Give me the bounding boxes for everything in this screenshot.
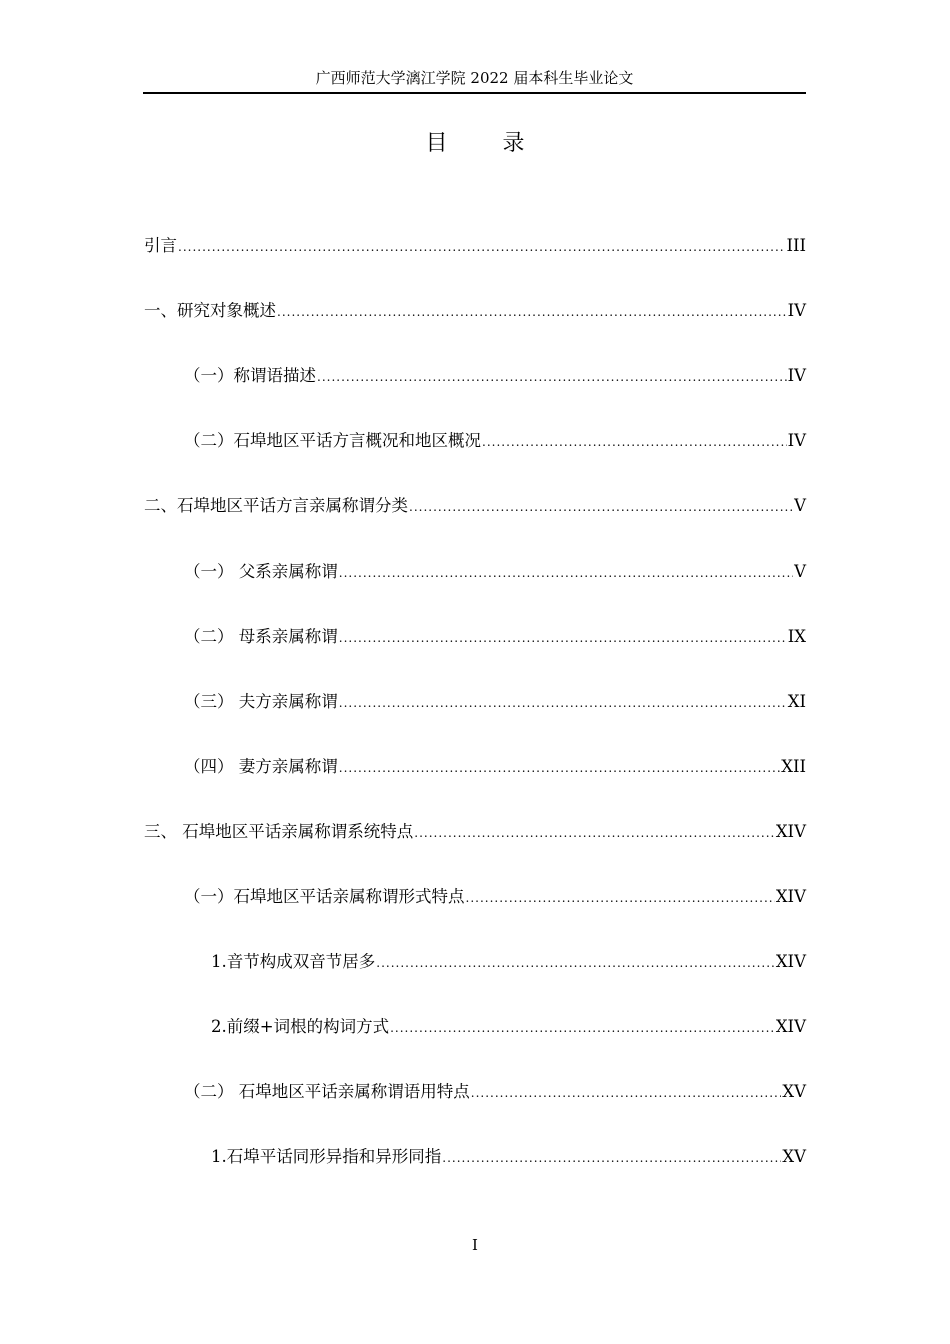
toc-entry-page: XII bbox=[781, 757, 806, 776]
toc-entry-label: 1.石埠平话同形异指和异形同指 bbox=[211, 1147, 442, 1166]
toc-entry-label: （二） 母系亲属称谓 bbox=[184, 627, 338, 646]
leader-dots bbox=[178, 234, 785, 260]
toc-entry-section-3-1[interactable] bbox=[184, 884, 806, 910]
toc-entry-section-2-3[interactable] bbox=[184, 689, 806, 715]
toc-entry-section-2-4[interactable] bbox=[184, 754, 806, 780]
leader-dots bbox=[277, 299, 787, 325]
toc-entry-section-3-2-1[interactable] bbox=[211, 1144, 806, 1170]
leader-dots bbox=[442, 1145, 781, 1171]
toc-entry-section-1-1[interactable] bbox=[184, 363, 806, 389]
leader-dots bbox=[317, 364, 787, 390]
toc-entry-section-2[interactable] bbox=[144, 493, 806, 519]
toc-entry-label: 一、研究对象概述 bbox=[144, 301, 276, 320]
toc-entry-section-3-1-2[interactable] bbox=[211, 1014, 806, 1040]
toc-entry-page: IV bbox=[787, 301, 806, 320]
leader-dots bbox=[339, 755, 780, 781]
toc-entry-page: XIV bbox=[775, 1017, 806, 1036]
toc-entry-label: （一）称谓语描述 bbox=[184, 366, 316, 385]
toc-entry-page: IV bbox=[787, 366, 806, 385]
toc-entry-section-2-2[interactable] bbox=[184, 624, 806, 650]
toc-entry-page: XIV bbox=[775, 822, 806, 841]
toc-entry-page: XV bbox=[782, 1082, 806, 1101]
leader-dots bbox=[376, 950, 775, 976]
leader-dots bbox=[339, 625, 787, 651]
toc-entry-page: III bbox=[786, 236, 806, 255]
toc-entry-label: （四） 妻方亲属称谓 bbox=[184, 757, 338, 776]
toc-entry-section-3-1-1[interactable] bbox=[211, 949, 806, 975]
leader-dots bbox=[466, 885, 775, 911]
toc-entry-page: XIV bbox=[775, 887, 806, 906]
page-number: I bbox=[472, 1236, 478, 1254]
toc-entry-page: IV bbox=[787, 431, 806, 450]
leader-dots bbox=[471, 1080, 782, 1106]
header-text: 广西师范大学漓江学院 2022 届本科生毕业论文 bbox=[315, 69, 634, 87]
leader-dots bbox=[339, 690, 787, 716]
toc-entry-page: XIV bbox=[775, 952, 806, 971]
leader-dots bbox=[339, 560, 793, 586]
toc-entry-label: （二） 石埠地区平话亲属称谓语用特点 bbox=[184, 1082, 470, 1101]
toc-entry-label: 1.音节构成双音节居多 bbox=[211, 952, 376, 971]
leader-dots bbox=[482, 429, 787, 455]
toc-entry-section-3[interactable] bbox=[144, 819, 806, 845]
toc-entry-page: IX bbox=[787, 627, 806, 646]
leader-dots bbox=[414, 820, 775, 846]
toc-entry-page: V bbox=[794, 562, 806, 581]
toc-entry-section-1-2[interactable] bbox=[184, 428, 806, 454]
leader-dots bbox=[390, 1015, 775, 1041]
toc-entry-introduction[interactable] bbox=[144, 233, 806, 259]
toc-entry-page: XI bbox=[787, 692, 806, 711]
toc-title: 目 录 bbox=[425, 131, 549, 156]
toc-entry-label: 引言 bbox=[144, 236, 177, 255]
toc-entry-section-3-2[interactable] bbox=[184, 1079, 806, 1105]
leader-dots bbox=[409, 494, 793, 520]
toc-entry-page: XV bbox=[782, 1147, 806, 1166]
toc-entry-section-1[interactable] bbox=[144, 298, 806, 324]
toc-entry-label: 2.前缀+词根的构词方式 bbox=[211, 1017, 390, 1036]
toc-entry-label: 二、石埠地区平话方言亲属称谓分类 bbox=[144, 496, 408, 515]
toc-entry-label: （二）石埠地区平话方言概况和地区概况 bbox=[184, 431, 481, 450]
toc-entry-label: （三） 夫方亲属称谓 bbox=[184, 692, 338, 711]
toc-entry-section-2-1[interactable] bbox=[184, 559, 806, 585]
toc-entry-label: （一）石埠地区平话亲属称谓形式特点 bbox=[184, 887, 465, 906]
toc-entry-label: （一） 父系亲属称谓 bbox=[184, 562, 338, 581]
toc-entry-page: V bbox=[794, 496, 806, 515]
toc-entry-label: 三、 石埠地区平话亲属称谓系统特点 bbox=[144, 822, 414, 841]
